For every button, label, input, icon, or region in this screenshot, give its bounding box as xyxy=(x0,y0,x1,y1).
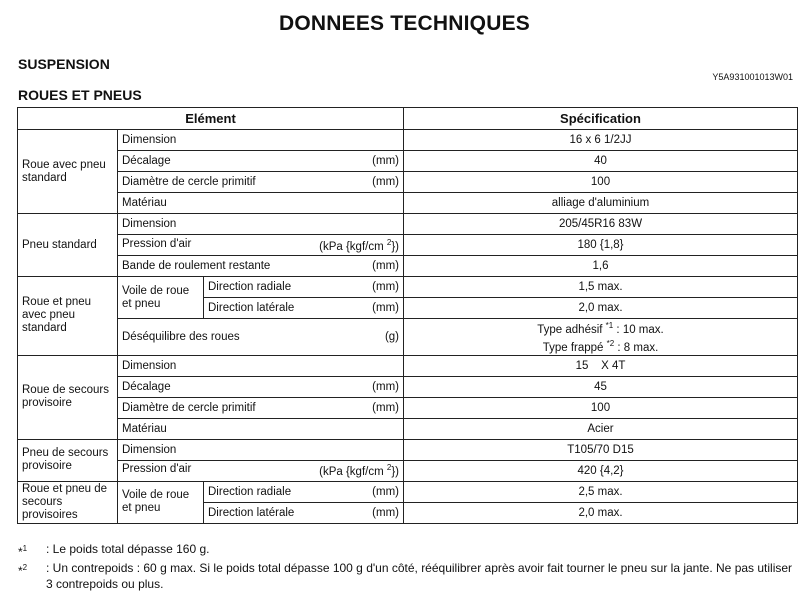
item-cell xyxy=(118,418,404,439)
spec-cell: Acier xyxy=(404,418,798,439)
item-cell xyxy=(118,460,404,481)
item-label: Direction radiale xyxy=(208,485,292,498)
spec-cell: 2,5 max. xyxy=(404,481,798,502)
unit-label xyxy=(319,238,399,253)
item-cell xyxy=(118,172,404,193)
spec-cell: 420 {4,2} xyxy=(404,460,798,481)
table-row xyxy=(18,130,798,151)
footnote-text: : Le poids total dépasse 160 g. xyxy=(46,542,210,556)
footnote-2 xyxy=(18,560,793,592)
item-cell xyxy=(118,256,404,277)
group-label: Roue avec pneu standard xyxy=(18,130,118,214)
unit-label: (g) xyxy=(384,330,399,343)
unit-superscript: 2 xyxy=(386,463,392,473)
group-label: Roue et pneu de secours provisoires xyxy=(18,481,118,523)
footnote-marker: *$^1$ xyxy=(18,544,28,559)
unit-label: (mm) xyxy=(372,260,399,272)
table-row xyxy=(18,214,798,235)
spec-text: Type frappé xyxy=(542,341,607,354)
item-label: Matériau xyxy=(122,422,167,435)
unit-label xyxy=(319,463,399,478)
unit-text-end: }) xyxy=(391,240,399,253)
footnote-ref: *2 xyxy=(606,338,615,348)
document-code: Y5A931001013W01 xyxy=(712,72,793,82)
item-label: Pression d'air xyxy=(122,463,192,476)
item-label: Pression d'air xyxy=(122,237,192,250)
item-cell xyxy=(118,151,404,172)
table-row xyxy=(18,418,798,439)
footnote-marker: *$^2$ xyxy=(18,563,28,578)
spec-line-clip-on xyxy=(408,337,793,355)
table-row xyxy=(18,355,798,376)
spec-cell: 15 X 4T xyxy=(404,355,798,376)
item-label: Décalage xyxy=(122,155,171,167)
table-row xyxy=(18,256,798,277)
spec-cell: 100 xyxy=(404,397,798,418)
item-cell xyxy=(118,376,404,397)
column-header-element: Elément xyxy=(18,108,404,130)
footnote-ref: *1 xyxy=(605,321,614,330)
item-cell xyxy=(204,502,404,523)
spec-cell: T105/70 D15 xyxy=(404,439,798,460)
footnote-text: : Un contrepoids : 60 g max. Si le poids total dépasse 100 g d'un côté, rééquilibrer après avoir fait tourner le pneu sur la jante. Ne pas utiliser 3 contrepoids ou plus. xyxy=(46,561,793,591)
unit-label: (mm) xyxy=(372,485,399,498)
group-label: Roue et pneu avec pneu standard xyxy=(18,277,118,356)
unit-text: (kPa {kgf/cm xyxy=(319,240,387,253)
unit-label: (mm) xyxy=(372,176,399,188)
item-label: Bande de roulement restante xyxy=(122,260,271,272)
item-cell xyxy=(204,298,404,319)
table-row xyxy=(18,193,798,214)
footnotes xyxy=(18,541,793,592)
table-row xyxy=(18,460,798,481)
spec-cell: 45 xyxy=(404,376,798,397)
specification-table xyxy=(17,107,798,524)
spec-cell: 2,0 max. xyxy=(404,502,798,523)
unit-text-end: }) xyxy=(391,466,399,479)
unit-text: (kPa {kgf/cm xyxy=(319,466,387,479)
subgroup-label: Voile de roue et pneu xyxy=(118,481,204,523)
footnote-number: 2 xyxy=(22,563,28,572)
item-cell xyxy=(204,277,404,298)
spec-cell: 205/45R16 83W xyxy=(404,214,798,235)
footnote-1 xyxy=(18,541,793,560)
item-cell xyxy=(118,397,404,418)
table-row xyxy=(18,235,798,256)
table-header-row xyxy=(18,108,798,130)
unit-label: (mm) xyxy=(372,302,399,314)
item-cell xyxy=(118,319,404,356)
table-row xyxy=(18,151,798,172)
item-label: Direction latérale xyxy=(208,302,295,314)
item-cell xyxy=(118,214,404,235)
item-label: Décalage xyxy=(122,380,171,393)
table-row xyxy=(18,481,798,502)
page-title: DONNEES TECHNIQUES xyxy=(279,12,530,35)
item-label: Dimension xyxy=(122,134,177,146)
unit-label: (mm) xyxy=(372,506,399,519)
item-label: Diamètre de cercle primitif xyxy=(122,176,256,188)
unit-label: (mm) xyxy=(372,380,399,393)
spec-text: : 8 max. xyxy=(614,341,659,354)
spec-cell: 180 {1,8} xyxy=(404,235,798,256)
group-label: Pneu de secours provisoire xyxy=(18,439,118,481)
item-label: Direction latérale xyxy=(208,506,295,519)
table-row xyxy=(18,319,798,356)
spec-cell: alliage d'aluminium xyxy=(404,193,798,214)
table-row xyxy=(18,376,798,397)
section-heading-wheels-tires: ROUES ET PNEUS xyxy=(18,87,142,103)
item-cell xyxy=(118,193,404,214)
group-label: Pneu standard xyxy=(18,214,118,277)
item-label: Diamètre de cercle primitif xyxy=(122,401,256,414)
unit-label: (mm) xyxy=(372,281,399,293)
spec-cell: 16 x 6 1/2JJ xyxy=(404,130,798,151)
item-label: Déséquilibre des roues xyxy=(122,330,240,343)
spec-cell: 1,5 max. xyxy=(404,277,798,298)
table-row xyxy=(18,172,798,193)
item-label: Matériau xyxy=(122,197,167,209)
spec-cell: 40 xyxy=(404,151,798,172)
spec-text: : 10 max. xyxy=(613,323,664,336)
item-cell xyxy=(118,355,404,376)
table-row xyxy=(18,277,798,298)
column-header-specification: Spécification xyxy=(404,108,798,130)
item-label: Dimension xyxy=(122,218,177,230)
unit-label: (mm) xyxy=(372,401,399,414)
group-label: Roue de secours provisoire xyxy=(18,355,118,439)
item-label: Dimension xyxy=(122,443,177,456)
item-cell xyxy=(118,439,404,460)
item-cell xyxy=(204,481,404,502)
spec-line-adhesive xyxy=(408,319,793,337)
item-cell xyxy=(118,130,404,151)
subgroup-label: Voile de roue et pneu xyxy=(118,277,204,319)
spec-cell: 1,6 xyxy=(404,256,798,277)
unit-label: (mm) xyxy=(372,155,399,167)
table-row xyxy=(18,439,798,460)
spec-cell: 100 xyxy=(404,172,798,193)
unit-superscript: 2 xyxy=(386,237,392,247)
footnote-number: 1 xyxy=(22,544,28,553)
spec-text: Type adhésif xyxy=(537,323,606,336)
item-label: Dimension xyxy=(122,359,177,372)
item-label: Direction radiale xyxy=(208,281,292,293)
table-row xyxy=(18,397,798,418)
spec-cell xyxy=(404,319,798,356)
item-cell xyxy=(118,235,404,256)
section-heading-suspension: SUSPENSION xyxy=(18,56,110,72)
spec-cell: 2,0 max. xyxy=(404,298,798,319)
